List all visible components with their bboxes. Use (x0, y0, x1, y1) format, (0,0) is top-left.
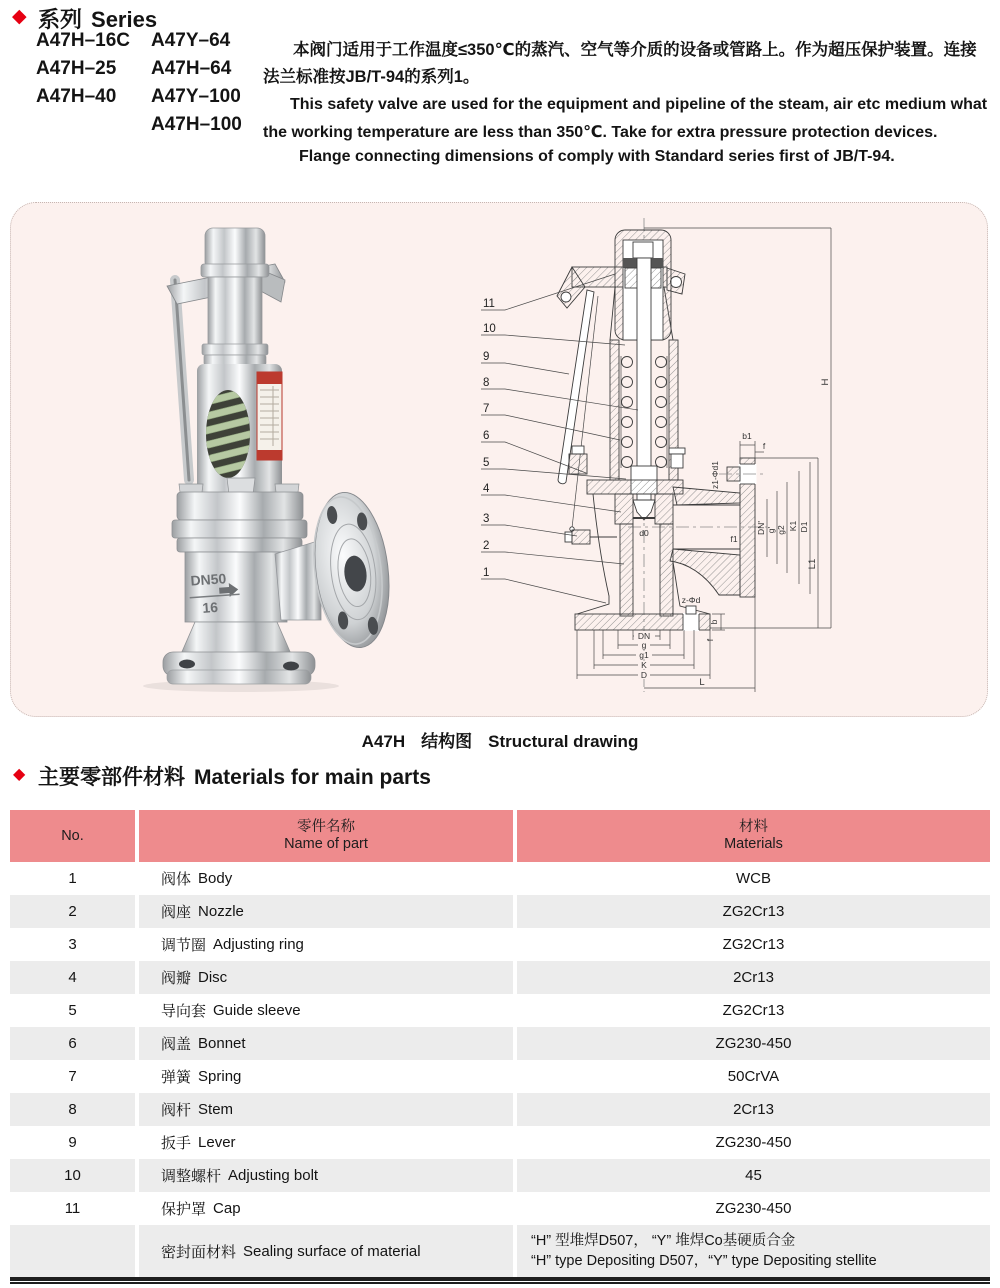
row-no: 8 (10, 1093, 135, 1126)
callout-6: 6 (483, 430, 490, 442)
row-name-zh: 扳手 (161, 1135, 192, 1152)
row-no: 11 (10, 1192, 135, 1225)
row-name-zh: 阀杆 (161, 1102, 192, 1119)
row-name (139, 961, 513, 994)
row-no: 3 (10, 928, 135, 961)
model-item: A47H–16C (36, 30, 130, 51)
sealing-material (517, 1225, 990, 1277)
row-material: WCB (517, 862, 990, 895)
table-header-row (10, 810, 990, 862)
row-name (139, 895, 513, 928)
table-row (10, 1093, 990, 1126)
drawing-adjusting-ring-pin (565, 530, 617, 544)
row-no: 7 (10, 1060, 135, 1093)
materials-table (10, 810, 990, 1277)
dim-z1d1: z1-Φd1 (710, 460, 720, 490)
dim-d0: d0 (639, 528, 649, 538)
dim-f-bot: f (705, 638, 715, 642)
row-no: 4 (10, 961, 135, 994)
row-name-en: Cap (213, 1200, 241, 1217)
row-no: 2 (10, 895, 135, 928)
row-name-zh: 调节圈 (161, 937, 207, 954)
header-no (10, 810, 135, 862)
intro-zh-line1: 本阀门适用于工作温度≤350℃的蒸汽、空气等介质的设备或管路上。作为超压保护装置。连接 (293, 41, 977, 59)
dim-g2: g2 (776, 525, 786, 535)
row-name (139, 928, 513, 961)
row-material: 2Cr13 (517, 1093, 990, 1126)
table-row (10, 961, 990, 994)
model-list-col2 (151, 27, 242, 139)
dim-g1: g1 (639, 650, 649, 660)
dim-b1-bracket (740, 441, 764, 458)
dim-b: b (709, 619, 719, 625)
valve-photo (115, 222, 405, 692)
series-heading-zh: 系列 (38, 7, 83, 32)
caption-zh: 结构图 (421, 732, 473, 751)
table-row (10, 1126, 990, 1159)
photo-base-cone (181, 622, 291, 654)
callout-9: 9 (483, 351, 490, 363)
row-name-zh: 调整螺杆 (161, 1168, 222, 1185)
drawing-lever (558, 290, 598, 531)
sealing-material-line2: “H” type Depositing D507，“Y” type Depositing stellite (531, 1253, 877, 1269)
row-name-en: Body (198, 870, 233, 887)
row-name-en: Disc (198, 969, 228, 986)
row-name-en: Spring (198, 1068, 242, 1085)
intro-en-line3: Flange connecting dimensions of comply with Standard series first of JB/T-94. (299, 148, 895, 165)
header-name-zh: 零件名称 (297, 819, 355, 835)
photo-neck-ring (202, 344, 268, 355)
row-name-en: Lever (198, 1134, 236, 1151)
dim-zd: z-Φd (681, 595, 701, 605)
model-item: A47Y–64 (151, 30, 231, 51)
row-no: 6 (10, 1027, 135, 1060)
row-name-en: Nozzle (198, 903, 244, 920)
row-name (139, 994, 513, 1027)
intro-zh-line2: 法兰标准按JB/T-94的系列1。 (263, 68, 480, 86)
dim-k1: K1 (788, 520, 798, 532)
row-no: 10 (10, 1159, 135, 1192)
row-name (139, 862, 513, 895)
row-material: ZG230-450 (517, 1027, 990, 1060)
header-no-label: No. (61, 827, 84, 844)
dim-f-top: f (762, 441, 766, 451)
table-row (10, 1192, 990, 1225)
photo-base-flange (163, 652, 315, 684)
model-item: A47H–25 (36, 58, 117, 79)
dim-l1: L1 (807, 558, 818, 570)
dim-h: H (820, 378, 831, 386)
table-row (10, 862, 990, 895)
table-row (10, 1159, 990, 1192)
row-name-zh: 阀瓣 (161, 970, 192, 987)
row-name (139, 1060, 513, 1093)
figure-caption (0, 727, 1000, 752)
callout-11: 11 (483, 298, 495, 310)
callout-2: 2 (483, 540, 490, 552)
row-material: 2Cr13 (517, 961, 990, 994)
table-bottom-rule (10, 1277, 990, 1284)
callout-4: 4 (483, 483, 490, 495)
row-name (139, 1126, 513, 1159)
dim-g: g (641, 640, 647, 650)
dim-b1: b1 (742, 431, 752, 441)
header-materials (517, 810, 990, 862)
model-item: A47H–40 (36, 86, 117, 107)
sealing-name-en: Sealing surface of material (243, 1242, 421, 1260)
callout-1: 1 (483, 567, 490, 579)
materials-heading-en: Materials for main parts (194, 766, 431, 789)
row-material: 50CrVA (517, 1060, 990, 1093)
model-item: A47Y–100 (151, 86, 241, 107)
model-item: A47H–64 (151, 58, 232, 79)
sealing-material-line1: “H” 型堆焊D507， “Y” 堆焊Co基硬质合金 (531, 1233, 796, 1249)
dim-f1: f1 (730, 534, 738, 544)
table-row (10, 1060, 990, 1093)
row-name-zh: 阀座 (161, 904, 192, 921)
row-name-en: Adjusting bolt (228, 1167, 319, 1184)
row-name (139, 1027, 513, 1060)
dim-g-prime: g' (766, 526, 776, 534)
photo-cap (201, 228, 269, 277)
row-material: ZG2Cr13 (517, 994, 990, 1027)
header-name (139, 810, 513, 862)
row-name-zh: 导向套 (161, 1003, 207, 1020)
photo-neck-ring2 (204, 355, 266, 365)
row-material: ZG2Cr13 (517, 928, 990, 961)
dim-dn: DN (637, 631, 651, 641)
callout-3: 3 (483, 513, 490, 525)
materials-heading (38, 761, 431, 791)
sealing-name-zh: 密封面材料 (161, 1243, 237, 1261)
header-name-en: Name of part (284, 836, 368, 852)
caption-en: Structural drawing (488, 732, 639, 751)
row-name-zh: 阀体 (161, 871, 192, 888)
diamond-bullet-icon: ◆ (13, 766, 26, 783)
drawing-base-flange (575, 606, 710, 631)
row-name-en: Bonnet (198, 1035, 246, 1052)
row-name-en: Guide sleeve (213, 1002, 301, 1019)
photo-side-flange (306, 488, 397, 652)
materials-heading-zh: 主要零部件材料 (38, 766, 185, 789)
sealing-name (139, 1225, 513, 1277)
callout-10: 10 (483, 323, 496, 335)
row-name (139, 1159, 513, 1192)
row-name-zh: 弹簧 (161, 1069, 192, 1086)
table-row (10, 928, 990, 961)
intro-en-line1: This safety valve are used for the equipment and pipeline of the steam, air etc medium what (290, 96, 988, 113)
callout-7: 7 (483, 403, 490, 415)
drawing-bonnet-flange (587, 480, 683, 494)
row-name-zh: 保护罩 (161, 1201, 207, 1218)
callout-8: 8 (483, 377, 490, 389)
dim-k: K (641, 660, 647, 670)
materials-table-body (10, 862, 990, 1225)
row-name (139, 1192, 513, 1225)
dim-d: D (640, 670, 648, 680)
table-row (10, 994, 990, 1027)
structural-drawing (465, 212, 845, 712)
row-material: 45 (517, 1159, 990, 1192)
header-materials-zh: 材料 (739, 819, 768, 835)
table-row (10, 1027, 990, 1060)
table-row (10, 895, 990, 928)
sealing-row (10, 1225, 990, 1277)
dim-l: L (699, 677, 705, 688)
callout-5: 5 (483, 457, 490, 469)
header-materials-en: Materials (724, 836, 783, 852)
dim-dn-prime: DN' (756, 521, 766, 535)
row-material: ZG230-450 (517, 1126, 990, 1159)
row-no: 1 (10, 862, 135, 895)
diamond-bullet-icon: ◆ (12, 6, 27, 27)
caption-model: A47H (361, 732, 406, 751)
photo-bonnet (172, 478, 307, 552)
drawing-callouts (481, 274, 638, 603)
dim-d1: D1 (799, 521, 809, 533)
row-material: ZG2Cr13 (517, 895, 990, 928)
photo-dn-label: DN50 (189, 570, 227, 589)
row-name-en: Stem (198, 1101, 234, 1118)
row-name-zh: 阀盖 (161, 1036, 192, 1053)
photo-pn-label: 16 (201, 598, 219, 616)
row-name (139, 1093, 513, 1126)
row-name-en: Adjusting ring (213, 936, 304, 953)
series-heading-en: Series (91, 7, 158, 32)
photo-name-plate (257, 372, 282, 460)
intro-en-line2: the working temperature are less than 350℃. Take for extra pressure protection devices. (263, 124, 938, 141)
model-list-col1 (36, 27, 130, 111)
drawing-vent-bolt (669, 448, 685, 468)
sealing-no (10, 1225, 135, 1277)
row-material: ZG230-450 (517, 1192, 990, 1225)
row-no: 9 (10, 1126, 135, 1159)
model-item: A47H–100 (151, 114, 242, 135)
row-no: 5 (10, 994, 135, 1027)
